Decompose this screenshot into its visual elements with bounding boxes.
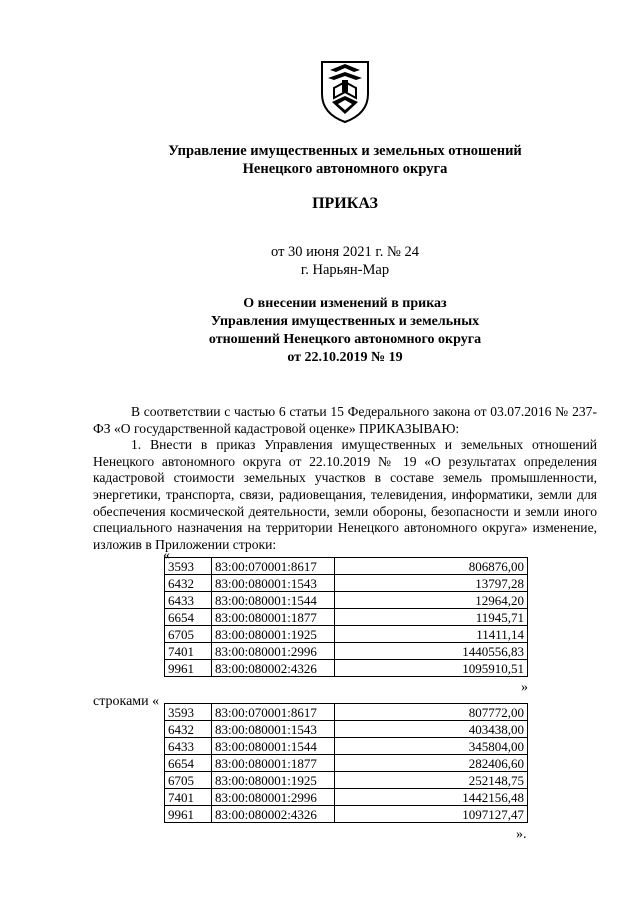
org-name-line2: Ненецкого автономного округа xyxy=(242,161,448,177)
old-rows-table xyxy=(164,557,528,677)
cadastral-number-cell: 83:00:080001:1544 xyxy=(212,738,335,755)
cadastral-number-cell: 83:00:080001:1925 xyxy=(212,772,335,789)
order-body xyxy=(93,404,597,553)
cadastral-value-cell: 806876,00 xyxy=(335,558,528,575)
quote-close-2: ». xyxy=(516,827,527,842)
table-row xyxy=(165,575,528,592)
cadastral-value-cell: 282406,60 xyxy=(335,755,528,772)
cadastral-value-cell: 345804,00 xyxy=(335,738,528,755)
table-row xyxy=(165,626,528,643)
row-number-cell: 6433 xyxy=(165,738,212,755)
cadastral-value-cell: 1095910,51 xyxy=(335,660,528,677)
row-number-cell: 6705 xyxy=(165,626,212,643)
row-number-cell: 6654 xyxy=(165,755,212,772)
table-row xyxy=(165,772,528,789)
cadastral-number-cell: 83:00:080002:4326 xyxy=(212,806,335,823)
cadastral-number-cell: 83:00:080001:1925 xyxy=(212,626,335,643)
cadastral-value-cell: 12964,20 xyxy=(335,592,528,609)
cadastral-value-cell: 403438,00 xyxy=(335,721,528,738)
row-number-cell: 6654 xyxy=(165,609,212,626)
table-row xyxy=(165,592,528,609)
cadastral-value-cell: 13797,28 xyxy=(335,575,528,592)
cadastral-number-cell: 83:00:080001:2996 xyxy=(212,643,335,660)
quote-open-1: « xyxy=(163,548,170,563)
table-row xyxy=(165,704,528,721)
cadastral-number-cell: 83:00:080001:2996 xyxy=(212,789,335,806)
paragraph-item-1: 1. Внести в приказ Управления имущественных и земельных отношений Ненецкого автономного округа от 22.10.2019 № 19 «О результатах определения кадастровой стоимости земельных участков в составе земель промышленности, энергетики, транспорта, связи, радиовещания, телевидения, информатики, земли для обеспечения космической деятельности, земли обороны, безопасности и земли иного специального назначения на территории Ненецкого автономного округа» изменение, изложив в Приложении строки: xyxy=(93,437,597,552)
row-number-cell: 9961 xyxy=(165,660,212,677)
cadastral-number-cell: 83:00:070001:8617 xyxy=(212,558,335,575)
title-line1: О внесении изменений в приказ xyxy=(243,296,447,311)
row-number-cell: 3593 xyxy=(165,558,212,575)
row-number-cell: 6432 xyxy=(165,575,212,592)
cadastral-number-cell: 83:00:080001:1543 xyxy=(212,575,335,592)
cadastral-number-cell: 83:00:080001:1544 xyxy=(212,592,335,609)
cadastral-number-cell: 83:00:070001:8617 xyxy=(212,704,335,721)
table-row xyxy=(165,609,528,626)
cadastral-value-cell: 1442156,48 xyxy=(335,789,528,806)
row-number-cell: 7401 xyxy=(165,789,212,806)
cadastral-value-cell: 11945,71 xyxy=(335,609,528,626)
row-number-cell: 3593 xyxy=(165,704,212,721)
table-row xyxy=(165,558,528,575)
table-row xyxy=(165,660,528,677)
table-row xyxy=(165,789,528,806)
table-row xyxy=(165,721,528,738)
order-date: от 30 июня 2021 г. № 24 xyxy=(271,244,419,260)
row-number-cell: 7401 xyxy=(165,643,212,660)
title-line4: от 22.10.2019 № 19 xyxy=(287,350,403,365)
cadastral-number-cell: 83:00:080001:1877 xyxy=(212,755,335,772)
replace-label: строками « xyxy=(93,694,160,709)
cadastral-number-cell: 83:00:080001:1877 xyxy=(212,609,335,626)
table-row xyxy=(165,643,528,660)
cadastral-value-cell: 1440556,83 xyxy=(335,643,528,660)
doc-type: ПРИКАЗ xyxy=(312,195,378,212)
cadastral-number-cell: 83:00:080001:1543 xyxy=(212,721,335,738)
row-number-cell: 6432 xyxy=(165,721,212,738)
title-line2: Управления имущественных и земельных xyxy=(210,314,480,329)
cadastral-value-cell: 252148,75 xyxy=(335,772,528,789)
new-rows-table xyxy=(164,703,528,823)
cadastral-number-cell: 83:00:080002:4326 xyxy=(212,660,335,677)
org-name-line1: Управление имущественных и земельных отношений xyxy=(168,143,522,159)
table-row xyxy=(165,738,528,755)
cadastral-value-cell: 807772,00 xyxy=(335,704,528,721)
title-line3: отношений Ненецкого автономного округа xyxy=(208,332,482,347)
order-city: г. Нарьян-Мар xyxy=(300,262,390,278)
paragraph-preamble: В соответствии с частью 6 статьи 15 Федерального закона от 03.07.2016 № 237-ФЗ «О государственной кадастровой оценке» ПРИКАЗЫВАЮ: xyxy=(93,404,597,436)
table-row xyxy=(165,755,528,772)
row-number-cell: 6705 xyxy=(165,772,212,789)
cadastral-value-cell: 11411,14 xyxy=(335,626,528,643)
row-number-cell: 9961 xyxy=(165,806,212,823)
cadastral-value-cell: 1097127,47 xyxy=(335,806,528,823)
quote-close-1: » xyxy=(521,680,528,695)
table-row xyxy=(165,806,528,823)
row-number-cell: 6433 xyxy=(165,592,212,609)
coat-of-arms-icon xyxy=(318,58,372,124)
